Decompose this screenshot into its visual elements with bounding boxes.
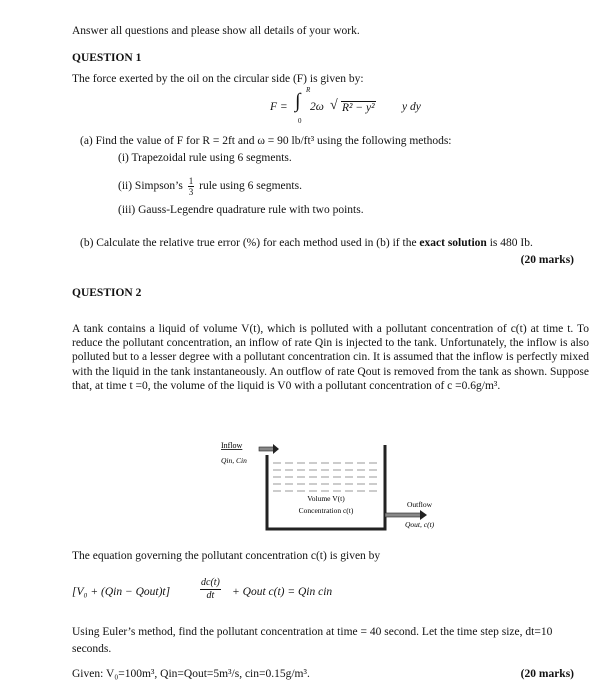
integral-upper-limit: R [306, 86, 311, 94]
outflow-pipe [385, 513, 421, 517]
question-1-statement: The force exerted by the oil on the circular side (F) is given by: [72, 73, 364, 85]
question-2-paragraph: A tank contains a liquid of volume V(t), which is polluted with a pollutant concentration of c(t) at time t. To reduce the pollutant concentration, an inflow of rate Qin is injected to the tank. Unfortunately, the inflow is also polluted but to a lesser degree with a pollutant concentration cin. It is assumed that the inflow is perfectly mixed with the liquid in the tank instantaneously. An outflow of rate Qout is removed from the tank as shown. Suppose that, at time t =0, the volume of the liquid is V0 with a pollutant concentration of c =0.6g/m³. [72, 323, 589, 392]
equation-left: [V₀ + (Qin − Qout)t] [72, 586, 171, 598]
question-2-title: QUESTION 2 [72, 287, 142, 299]
simpson-fraction: $\frac{1}{3}$ [188, 176, 194, 197]
equation-right: + Qout c(t) = Qin cin [232, 586, 333, 598]
instructions-line: Answer all questions and please show all details of your work. [72, 25, 360, 37]
inflow-arrow-icon [273, 444, 279, 454]
radicand: R² − y² [342, 102, 375, 114]
outflow-arrow-icon [420, 510, 427, 520]
integrand-tail: y dy [402, 101, 421, 113]
inflow-pipe [259, 447, 275, 451]
tank-wall [267, 445, 385, 529]
integrand-coefficient: 2ω [310, 101, 324, 113]
equation-intro: The equation governing the pollutant concentration c(t) is given by [72, 550, 381, 562]
liquid-surface-lines [273, 463, 381, 491]
formula-lhs: F = [270, 101, 288, 113]
tank-concentration-label: Concentration c(t) [298, 506, 354, 515]
inflow-label: Inflow [221, 441, 243, 450]
question-1-marks: (20 marks) [520, 254, 574, 266]
given-values: Given: V₀=100m³, Qin=Qout=5m³/s, cin=0.15g/m³. [72, 668, 310, 680]
outflow-sublabel: Qout, c(t) [405, 520, 435, 529]
tank-diagram [215, 437, 455, 537]
part-a-text: (a) Find the value of F for R = 2ft and ω = 90 lb/ft³ using the following methods: [80, 135, 452, 147]
method-trapezoidal: (i) Trapezoidal rule using 6 segments. [118, 152, 292, 164]
method-simpson: (ii) Simpson’s $\frac{1}{3}$ rule using 6 segments. [118, 176, 302, 197]
part-b-text: (b) Calculate the relative true error (%) for each method used in (b) if the exact solution is 480 Ib. [80, 237, 533, 249]
integral-sign-icon: ∫ [295, 90, 301, 112]
question-2-marks: (20 marks) [520, 668, 574, 680]
outflow-label: Outflow [407, 500, 432, 509]
square-root-icon: √ [330, 98, 338, 113]
euler-task: Using Euler’s method, find the pollutant concentration at time = 40 second. Let the time step size, dt=10 seconds. [72, 626, 553, 655]
inflow-sublabel: Qin, Cin [221, 456, 247, 465]
tank-volume-label: Volume V(t) [307, 494, 345, 503]
integral-lower-limit: 0 [298, 117, 302, 125]
method-gauss-legendre: (iii) Gauss-Legendre quadrature rule with two points. [118, 204, 364, 216]
question-1-title: QUESTION 1 [72, 52, 142, 64]
equation-derivative: dc(t) dt [201, 577, 220, 601]
